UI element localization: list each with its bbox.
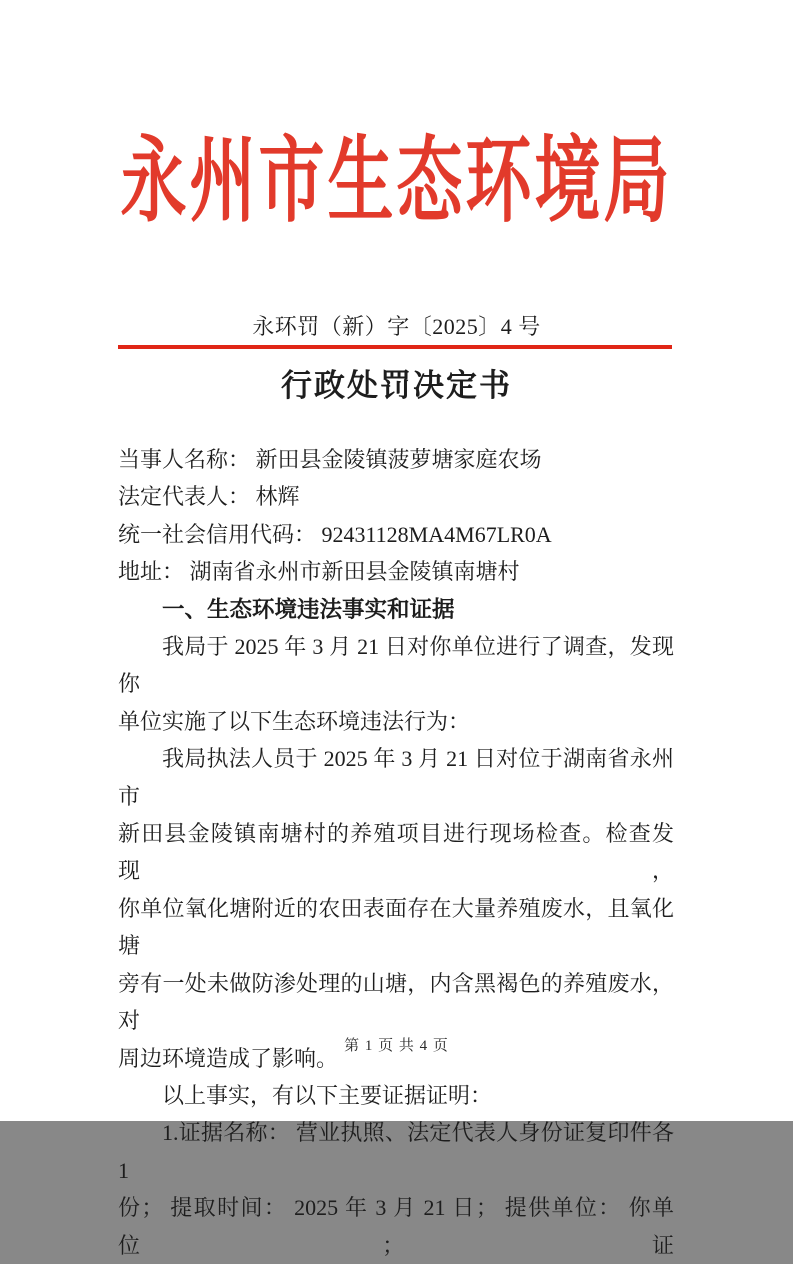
body-line: 单位实施了以下生态环境违法行为： bbox=[118, 708, 471, 734]
document-body bbox=[118, 441, 680, 1264]
body-line: 份； 提取时间： 2025 年 3 月 21 日； 提供单位： 你单位； 证 bbox=[118, 1195, 674, 1258]
body-line: 地址： 湖南省永州市新田县金陵镇南塘村 bbox=[118, 559, 520, 585]
body-line: 法定代表人： 林辉 bbox=[118, 484, 300, 510]
section-heading: 一、生态环境违法事实和证据 bbox=[162, 596, 455, 622]
body-line: 新田县金陵镇南塘村的养殖项目进行现场检查。检查发现， bbox=[118, 821, 674, 884]
red-divider-line bbox=[118, 345, 672, 349]
body-line: 统一社会信用代码： 92431128MA4M67LR0A bbox=[118, 521, 552, 547]
agency-header bbox=[0, 128, 793, 248]
agency-name-text: 永州市生态环境局 bbox=[120, 130, 673, 235]
body-line: 周边环境造成了影响。 bbox=[118, 1045, 339, 1071]
body-line: 当事人名称： 新田县金陵镇菠萝塘家庭农场 bbox=[118, 447, 542, 472]
body-line: 以上事实，有以下主要证据证明： bbox=[162, 1082, 493, 1108]
body-line: 你单位氧化塘附近的农田表面存在大量养殖废水，且氧化塘 bbox=[118, 895, 674, 959]
body-line: 我局于 2025 年 3 月 21 日对你单位进行了调查，发现你 bbox=[118, 634, 674, 697]
document-number: 永环罚（新）字〔2025〕4 号 bbox=[252, 314, 541, 339]
body-line: 1.证据名称： 营业执照、法定代表人身份证复印件各 1 bbox=[118, 1120, 680, 1183]
page-footer: 第 1 页 共 4 页 bbox=[344, 1038, 449, 1054]
body-line: 旁有一处未做防渗处理的山塘，内含黑褐色的养殖废水，对 bbox=[118, 970, 674, 1034]
body-line: 我局执法人员于 2025 年 3 月 21 日对位于湖南省永州市 bbox=[118, 746, 674, 809]
document-title: 行政处罚决定书 bbox=[281, 368, 512, 403]
